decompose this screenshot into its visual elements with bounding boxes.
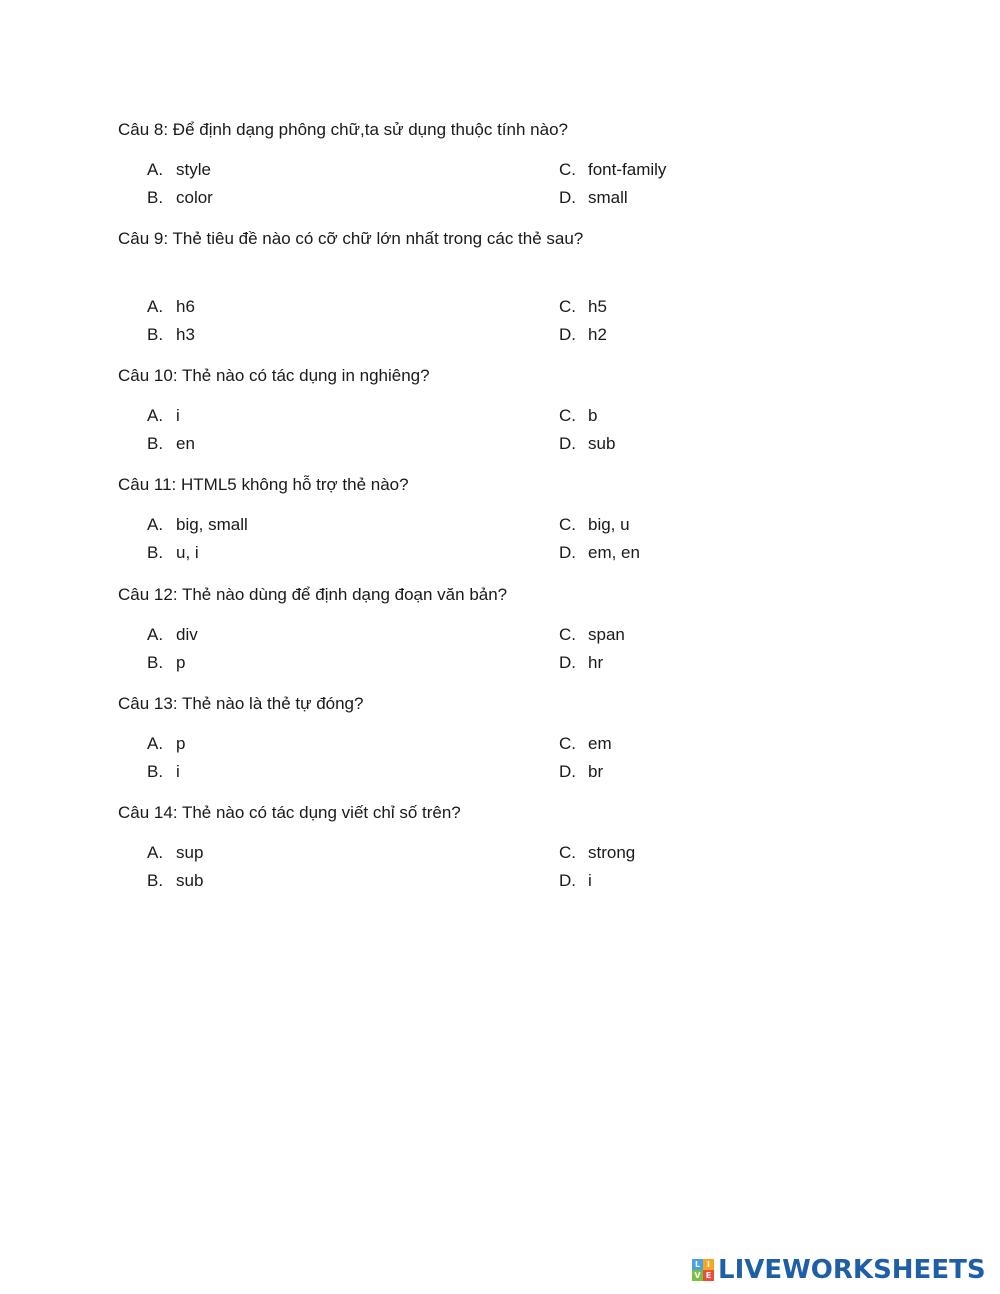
option-text: sub (588, 434, 616, 453)
question-text: Câu 14: Thẻ nào có tác dụng viết chỉ số trên? (118, 803, 461, 822)
question-11 (118, 474, 938, 562)
option-letter: A. (147, 625, 164, 644)
option-letter: B. (147, 762, 164, 781)
question-text: Câu 13: Thẻ nào là thẻ tự đóng? (118, 694, 364, 713)
option-text: i (176, 406, 180, 425)
option-letter: B. (147, 653, 164, 672)
option-text: hr (588, 653, 604, 672)
option-c[interactable] (559, 842, 635, 864)
option-text: h2 (588, 325, 607, 344)
option-text: sub (176, 871, 204, 890)
option-letter: A. (147, 843, 164, 862)
logo-text: LIVEWORKSHEETS (718, 1255, 986, 1285)
option-text: p (176, 734, 186, 753)
logo-mark-letter: E (703, 1270, 714, 1281)
option-text: span (588, 625, 625, 644)
option-a[interactable] (147, 514, 248, 536)
option-d[interactable] (559, 324, 607, 346)
question-14 (118, 802, 938, 890)
option-d[interactable] (559, 542, 640, 564)
option-letter: A. (147, 734, 164, 753)
option-text: strong (588, 843, 636, 862)
option-text: sup (176, 843, 204, 862)
option-b[interactable] (147, 761, 180, 783)
question-12 (118, 584, 938, 672)
option-letter: B. (147, 188, 164, 207)
option-letter: A. (147, 515, 164, 534)
option-c[interactable] (559, 405, 597, 427)
question-13 (118, 693, 938, 781)
option-text: p (176, 653, 186, 672)
option-c[interactable] (559, 159, 666, 181)
option-text: br (588, 762, 604, 781)
option-text: b (588, 406, 598, 425)
option-text: font-family (588, 160, 667, 179)
option-a[interactable] (147, 296, 195, 318)
question-text: Câu 9: Thẻ tiêu đề nào có cỡ chữ lớn nhất trong các thẻ sau? (118, 229, 584, 248)
option-letter: B. (147, 325, 164, 344)
option-letter: D. (559, 762, 576, 781)
option-letter: D. (559, 325, 576, 344)
logo-mark-icon (692, 1259, 714, 1281)
question-text: Câu 12: Thẻ nào dùng để định dạng đoạn văn bản? (118, 585, 508, 604)
option-letter: D. (559, 871, 576, 890)
question-9 (118, 228, 938, 344)
option-text: h3 (176, 325, 195, 344)
option-c[interactable] (559, 514, 630, 536)
option-text: style (176, 160, 211, 179)
option-letter: A. (147, 297, 164, 316)
option-a[interactable] (147, 842, 203, 864)
question-8 (118, 119, 938, 207)
option-letter: D. (559, 543, 576, 562)
option-letter: C. (559, 515, 576, 534)
option-text: em, en (588, 543, 640, 562)
option-text: h5 (588, 297, 607, 316)
option-b[interactable] (147, 542, 199, 564)
question-text: Câu 8: Để định dạng phông chữ,ta sử dụng thuộc tính nào? (118, 120, 568, 139)
option-letter: C. (559, 734, 576, 753)
option-letter: C. (559, 297, 576, 316)
option-text: div (176, 625, 198, 644)
option-a[interactable] (147, 733, 185, 755)
logo-mark-letter: I (703, 1259, 714, 1270)
option-d[interactable] (559, 761, 603, 783)
option-d[interactable] (559, 433, 615, 455)
option-a[interactable] (147, 159, 211, 181)
option-text: en (176, 434, 195, 453)
option-text: big, u (588, 515, 630, 534)
logo-mark-letter: V (692, 1270, 703, 1281)
question-text: Câu 10: Thẻ nào có tác dụng in nghiêng? (118, 366, 430, 385)
option-c[interactable] (559, 624, 625, 646)
option-text: i (588, 871, 592, 890)
option-d[interactable] (559, 870, 592, 892)
option-b[interactable] (147, 652, 185, 674)
option-letter: C. (559, 843, 576, 862)
option-a[interactable] (147, 624, 198, 646)
option-b[interactable] (147, 870, 203, 892)
option-b[interactable] (147, 187, 213, 209)
option-text: em (588, 734, 612, 753)
option-letter: C. (559, 406, 576, 425)
question-text: Câu 11: HTML5 không hỗ trợ thẻ nào? (118, 475, 409, 494)
option-text: u, i (176, 543, 199, 562)
option-c[interactable] (559, 733, 612, 755)
logo-mark-letter: L (692, 1259, 703, 1270)
question-10 (118, 365, 938, 453)
liveworksheets-logo (692, 1255, 986, 1285)
option-letter: D. (559, 434, 576, 453)
option-text: big, small (176, 515, 248, 534)
option-letter: B. (147, 543, 164, 562)
option-letter: B. (147, 871, 164, 890)
option-letter: D. (559, 653, 576, 672)
option-d[interactable] (559, 187, 628, 209)
option-letter: C. (559, 625, 576, 644)
option-text: i (176, 762, 180, 781)
option-d[interactable] (559, 652, 603, 674)
option-a[interactable] (147, 405, 180, 427)
option-c[interactable] (559, 296, 607, 318)
option-letter: D. (559, 188, 576, 207)
option-letter: A. (147, 406, 164, 425)
option-text: small (588, 188, 628, 207)
option-letter: C. (559, 160, 576, 179)
option-letter: B. (147, 434, 164, 453)
option-text: h6 (176, 297, 195, 316)
option-text: color (176, 188, 213, 207)
option-b[interactable] (147, 324, 195, 346)
option-b[interactable] (147, 433, 195, 455)
option-letter: A. (147, 160, 164, 179)
